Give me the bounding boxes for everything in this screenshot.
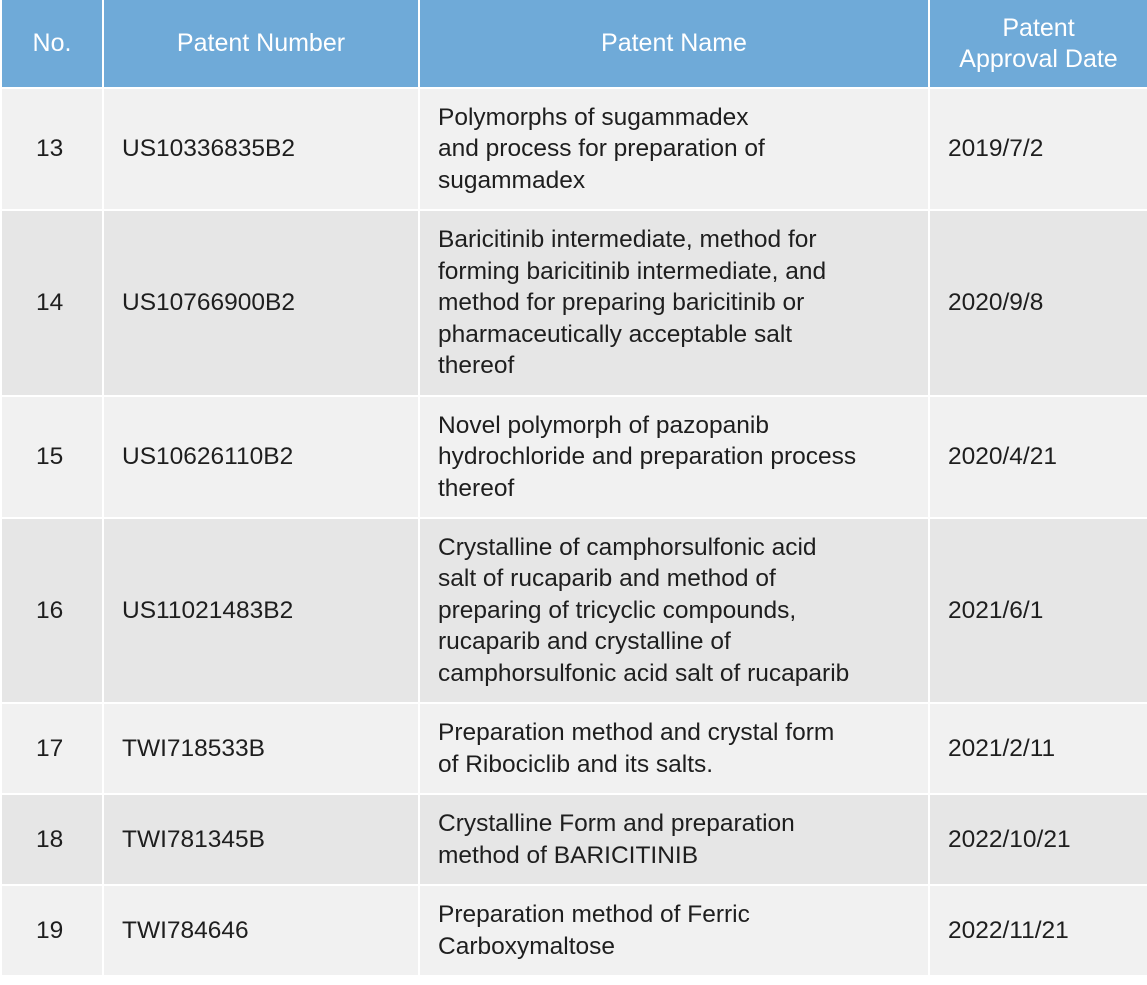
cell-patent-number: TWI781345B — [103, 794, 419, 885]
cell-patent-number: TWI784646 — [103, 885, 419, 976]
patent-name-line: sugammadex — [438, 166, 586, 194]
table-row — [1, 396, 1147, 518]
cell-approval-date: 2022/11/21 — [929, 885, 1147, 976]
patent-name-line: rucaparib and crystalline of — [438, 628, 731, 656]
cell-approval-date: 2020/9/8 — [929, 210, 1147, 396]
header-patent-number: Patent Number — [103, 0, 419, 88]
patent-name-line: hydrochloride and preparation process — [438, 443, 857, 471]
cell-patent-number: US11021483B2 — [103, 518, 419, 703]
patent-name-line: Carboxymaltose — [438, 932, 616, 960]
cell-no: 17 — [1, 703, 103, 794]
patent-name-line: forming baricitinib intermediate, and — [438, 257, 827, 285]
patent-name-line: Preparation method and crystal form — [438, 719, 835, 746]
cell-patent-name — [419, 210, 929, 396]
patent-name-line: thereof — [438, 352, 515, 380]
header-patent-name: Patent Name — [419, 0, 929, 88]
cell-patent-name — [419, 88, 929, 210]
cell-no: 18 — [1, 794, 103, 885]
cell-patent-number: TWI718533B — [103, 703, 419, 794]
header-approval-date-line1: Patent — [1002, 13, 1075, 42]
cell-patent-name — [419, 885, 929, 976]
table-row — [1, 88, 1147, 210]
header-approval-date-line2: Approval Date — [959, 44, 1118, 73]
patent-name-line: Novel polymorph of pazopanib — [438, 411, 769, 439]
header-no: No. — [1, 0, 103, 88]
patent-name-line: pharmaceutically acceptable salt — [438, 320, 793, 348]
cell-patent-number: US10766900B2 — [103, 210, 419, 396]
patent-name-line: method of BARICITINIB — [438, 841, 699, 869]
table-row — [1, 210, 1147, 396]
table-row — [1, 703, 1147, 794]
patent-name-line: thereof — [438, 474, 515, 502]
table-row — [1, 885, 1147, 976]
patent-name-line: Baricitinib intermediate, method for — [438, 226, 817, 254]
cell-patent-name — [419, 703, 929, 794]
patent-name-line: of Ribociclib and its salts. — [438, 750, 714, 778]
patent-name-line: salt of rucaparib and method of — [438, 565, 776, 593]
cell-no: 13 — [1, 88, 103, 210]
patent-name-line: Polymorphs of sugammadex — [438, 103, 749, 131]
cell-patent-name — [419, 518, 929, 703]
patent-name-line: Crystalline Form and preparation — [438, 810, 795, 837]
cell-patent-name — [419, 396, 929, 518]
cell-approval-date: 2019/7/2 — [929, 88, 1147, 210]
cell-approval-date: 2020/4/21 — [929, 396, 1147, 518]
table-row — [1, 518, 1147, 703]
cell-no: 14 — [1, 210, 103, 396]
table-header-row — [1, 0, 1147, 88]
cell-patent-number: US10626110B2 — [103, 396, 419, 518]
patent-name-line: camphorsulfonic acid salt of rucaparib — [438, 659, 850, 687]
patent-name-line: Crystalline of camphorsulfonic acid — [438, 533, 817, 561]
cell-no: 19 — [1, 885, 103, 976]
cell-patent-name — [419, 794, 929, 885]
cell-no: 15 — [1, 396, 103, 518]
cell-approval-date: 2022/10/21 — [929, 794, 1147, 885]
patent-name-line: method for preparing baricitinib or — [438, 289, 805, 317]
table-row — [1, 794, 1147, 885]
patent-name-line: Preparation method of Ferric — [438, 901, 750, 928]
cell-approval-date: 2021/2/11 — [929, 703, 1147, 794]
cell-patent-number: US10336835B2 — [103, 88, 419, 210]
header-approval-date — [929, 0, 1147, 88]
patent-name-line: preparing of tricyclic compounds, — [438, 596, 797, 624]
cell-no: 16 — [1, 518, 103, 703]
patent-name-line: and process for preparation of — [438, 135, 765, 163]
cell-approval-date: 2021/6/1 — [929, 518, 1147, 703]
